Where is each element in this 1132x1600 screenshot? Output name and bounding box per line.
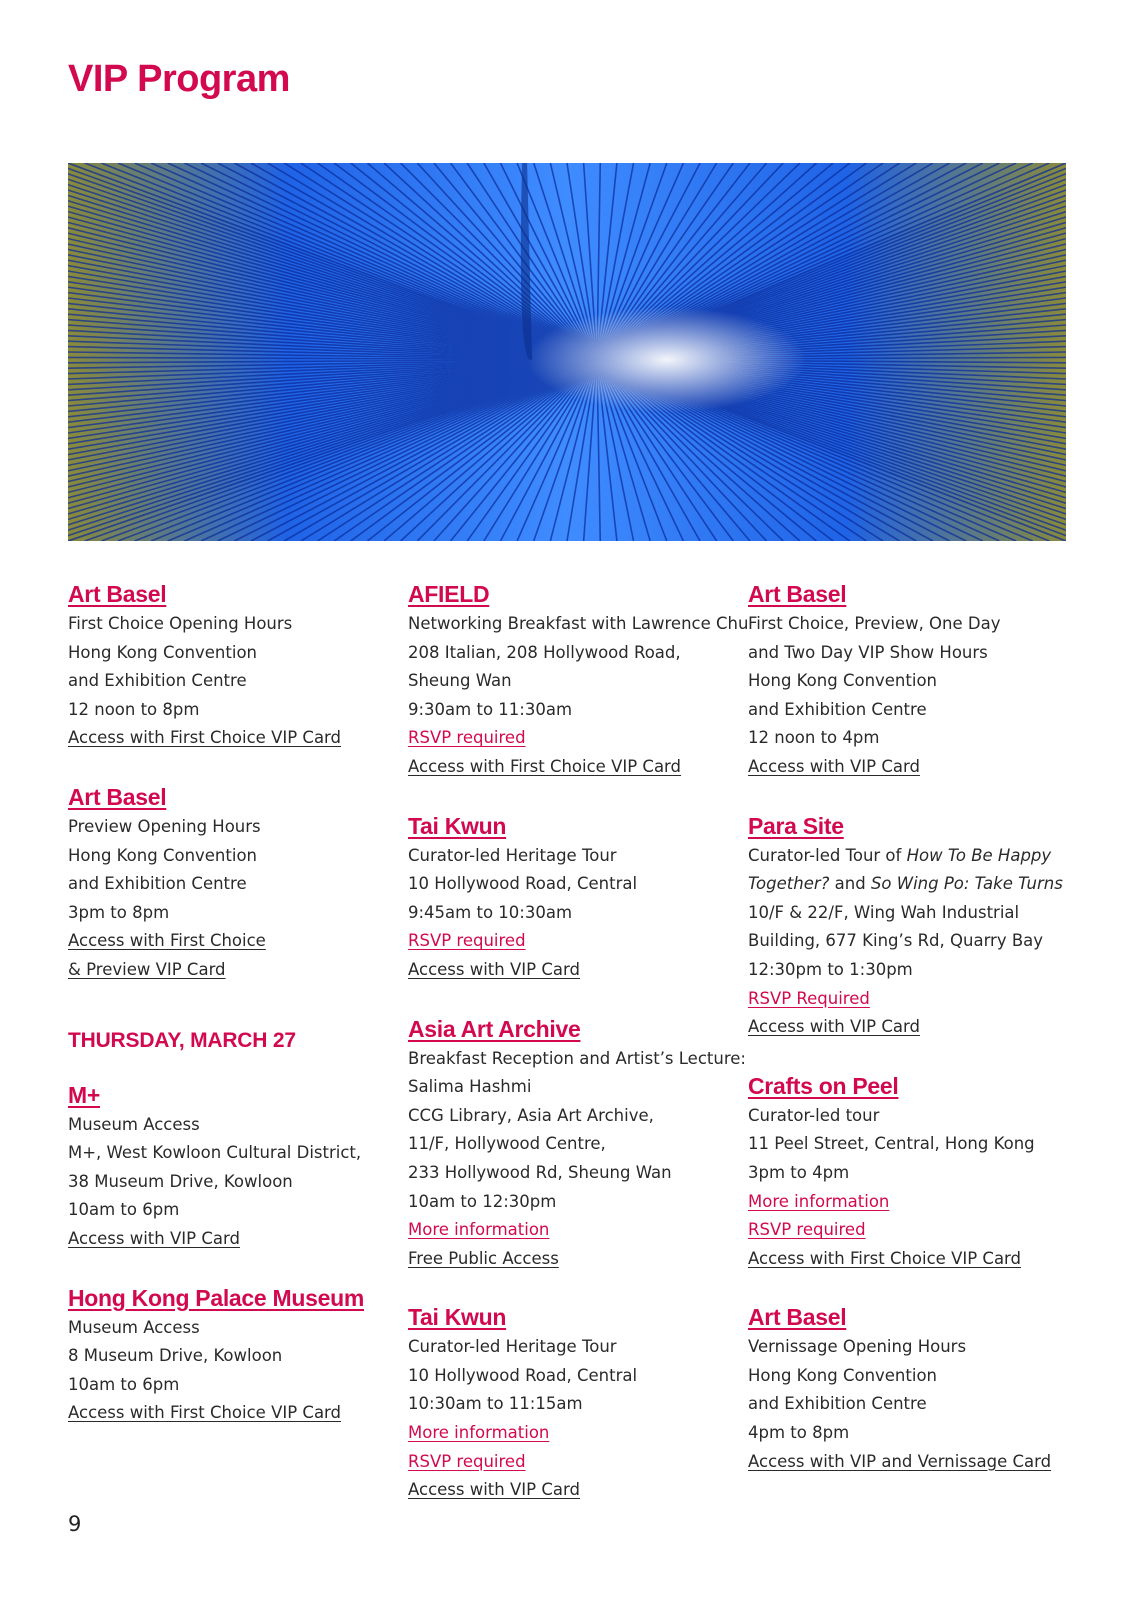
event-hong-kong-palace-museum [68, 1282, 398, 1428]
event-detail: and Exhibition Centre [748, 1394, 927, 1414]
rsvp-link[interactable]: RSVP required [408, 931, 526, 951]
event-tai-kwun-1 [408, 810, 740, 985]
event-art-basel-vip-show [748, 578, 1078, 782]
event-time: 3pm to 4pm [748, 1162, 850, 1182]
rsvp-link[interactable]: RSVP required [408, 728, 526, 748]
event-detail: Museum Access [68, 1317, 200, 1337]
page-number: 9 [68, 1512, 82, 1536]
more-information-link[interactable]: More information [748, 1191, 890, 1211]
exhibition-title: Together? [748, 874, 830, 894]
rsvp-link[interactable]: RSVP required [748, 1220, 866, 1240]
more-information-link[interactable]: More information [408, 1220, 550, 1240]
column-3 [748, 578, 1078, 1504]
access-link[interactable]: Access with VIP Card [68, 1228, 240, 1248]
event-title-link[interactable]: Para Site [748, 812, 844, 839]
event-m-plus [68, 1079, 398, 1254]
column-2 [408, 578, 749, 1533]
day-heading: THURSDAY, MARCH 27 [68, 1028, 296, 1052]
event-time: 10am to 6pm [68, 1374, 180, 1394]
access-link[interactable]: Access with First Choice VIP Card [748, 1248, 1022, 1268]
event-detail: and Exhibition Centre [748, 699, 927, 719]
event-title-link[interactable]: AFIELD [408, 581, 490, 607]
event-art-basel-vernissage [748, 1301, 1078, 1476]
event-detail [748, 870, 1078, 899]
exhibition-title: How To Be Happy [906, 845, 1052, 865]
event-title-link[interactable]: Asia Art Archive [408, 1015, 581, 1042]
event-detail: Museum Access [68, 1114, 200, 1134]
event-detail: 11 Peel Street, Central, Hong Kong [748, 1134, 1035, 1154]
rsvp-link[interactable]: RSVP Required [748, 988, 870, 1008]
page-title: VIP Program [68, 58, 290, 100]
event-time: 10:30am to 11:15am [408, 1394, 583, 1414]
event-detail: Curator-led Heritage Tour [408, 1337, 617, 1357]
event-title-link[interactable]: Art Basel [68, 581, 167, 607]
event-afield [408, 578, 749, 782]
event-detail: and Exhibition Centre [68, 671, 247, 691]
event-art-basel-first-choice [68, 578, 398, 753]
event-detail: Preview Opening Hours [68, 816, 261, 836]
event-detail: 208 Italian, 208 Hollywood Road, [408, 642, 681, 662]
hero-image [68, 163, 1066, 541]
exhibition-title: So Wing Po: Take Turns [870, 874, 1063, 894]
event-time: 12 noon to 4pm [748, 728, 880, 748]
event-detail: Curator-led tour [748, 1105, 880, 1125]
event-detail: Curator-led Heritage Tour [408, 845, 617, 865]
event-time: 3pm to 8pm [68, 902, 170, 922]
event-para-site [748, 810, 1078, 1042]
event-asia-art-archive [408, 1013, 746, 1274]
event-title-link[interactable]: Art Basel [748, 581, 847, 607]
event-art-basel-preview [68, 781, 398, 985]
event-detail: First Choice Opening Hours [68, 614, 293, 633]
access-link[interactable]: Access with VIP Card [748, 1017, 920, 1037]
event-tai-kwun-2 [408, 1301, 740, 1505]
event-detail: Salima Hashmi [408, 1077, 532, 1097]
event-time: 9:30am to 11:30am [408, 699, 573, 719]
access-link[interactable]: Access with First Choice [68, 931, 266, 951]
event-detail: 10 Hollywood Road, Central [408, 874, 638, 894]
access-link[interactable]: Access with First Choice VIP Card [408, 756, 682, 776]
event-detail [748, 842, 1078, 871]
event-title-link[interactable]: Crafts on Peel [748, 1072, 899, 1099]
event-detail: 233 Hollywood Rd, Sheung Wan [408, 1162, 672, 1182]
conjunction: and [829, 874, 871, 894]
event-detail: First Choice, Preview, One Day [748, 614, 1001, 633]
event-detail: 10 Hollywood Road, Central [408, 1365, 638, 1385]
event-detail: Networking Breakfast with Lawrence Chu [408, 614, 749, 633]
access-link[interactable]: Free Public Access [408, 1248, 559, 1268]
access-link[interactable]: & Preview VIP Card [68, 959, 226, 979]
event-detail: CCG Library, Asia Art Archive, [408, 1105, 654, 1125]
event-title-link[interactable]: M+ [68, 1081, 100, 1108]
event-detail: M+, West Kowloon Cultural District, [68, 1143, 362, 1163]
event-time: 12 noon to 8pm [68, 699, 200, 719]
rsvp-link[interactable]: RSVP required [408, 1451, 526, 1471]
access-link[interactable]: Access with VIP Card [408, 1480, 580, 1500]
event-detail: Hong Kong Convention [68, 845, 258, 865]
access-link[interactable]: Access with First Choice VIP Card [68, 1403, 342, 1423]
tour-prefix: Curator-led Tour of [748, 845, 907, 865]
event-detail: 10/F & 22/F, Wing Wah Industrial [748, 902, 1020, 922]
event-detail: Hong Kong Convention [748, 1365, 938, 1385]
event-title-link[interactable]: Tai Kwun [408, 1304, 507, 1331]
access-link[interactable]: Access with VIP Card [408, 959, 580, 979]
event-time: 9:45am to 10:30am [408, 902, 573, 922]
event-title-link[interactable]: Art Basel [68, 783, 167, 810]
event-time: 10am to 12:30pm [408, 1191, 557, 1211]
event-detail: and Two Day VIP Show Hours [748, 642, 988, 662]
access-link[interactable]: Access with First Choice VIP Card [68, 728, 342, 748]
event-detail: Vernissage Opening Hours [748, 1337, 967, 1357]
event-crafts-on-peel [748, 1070, 1078, 1274]
event-detail: Hong Kong Convention [68, 642, 258, 662]
column-1 [68, 578, 398, 1456]
access-link[interactable]: Access with VIP Card [748, 756, 920, 776]
more-information-link[interactable]: More information [408, 1423, 550, 1443]
access-link[interactable]: Access with VIP and Vernissage Card [748, 1451, 1052, 1471]
event-title-link[interactable]: Art Basel [748, 1304, 847, 1331]
event-detail: Hong Kong Convention [748, 671, 938, 691]
event-detail: Sheung Wan [408, 671, 512, 691]
event-title-link[interactable]: Tai Kwun [408, 812, 507, 839]
event-detail: Building, 677 King’s Rd, Quarry Bay [748, 931, 1044, 951]
event-detail: 38 Museum Drive, Kowloon [68, 1171, 293, 1191]
event-detail: 11/F, Hollywood Centre, [408, 1134, 606, 1154]
event-time: 4pm to 8pm [748, 1423, 850, 1443]
radiating-lines-artwork [68, 163, 1066, 541]
event-title-link[interactable]: Hong Kong Palace Museum [68, 1284, 364, 1311]
event-detail: Breakfast Reception and Artist’s Lecture: [408, 1048, 746, 1068]
event-detail: 8 Museum Drive, Kowloon [68, 1346, 283, 1366]
event-time: 12:30pm to 1:30pm [748, 959, 913, 979]
event-detail: and Exhibition Centre [68, 874, 247, 894]
event-time: 10am to 6pm [68, 1200, 180, 1220]
